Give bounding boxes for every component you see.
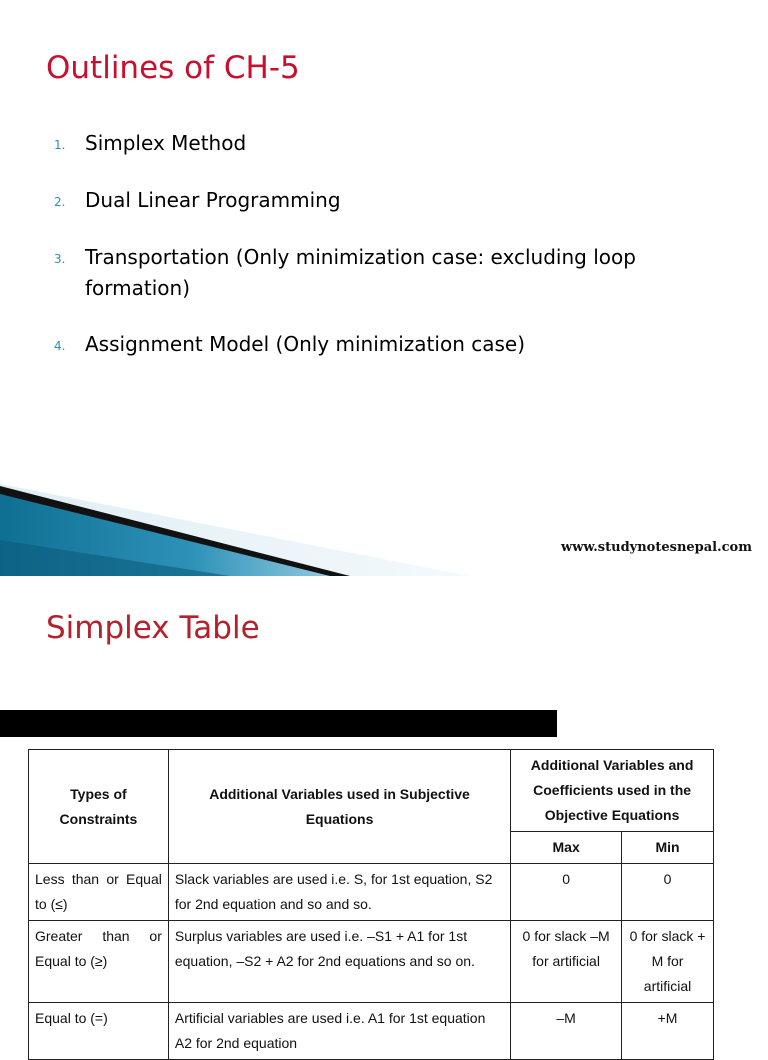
table-row <box>29 864 714 921</box>
cell-max: 0 for slack –M for artificial <box>511 921 622 1003</box>
header-min: Min <box>622 832 714 864</box>
cell-max: 0 <box>511 864 622 921</box>
slide-simplex-table <box>0 576 768 1051</box>
list-item <box>54 242 734 304</box>
table-row <box>29 1003 714 1060</box>
cell-min: +M <box>622 1003 714 1060</box>
list-number: 2. <box>54 195 66 209</box>
cell-type: Greater than or Equal to (≥) <box>29 921 169 1003</box>
cell-type: Less than or Equal to (≤) <box>29 864 169 921</box>
list-number: 1. <box>54 138 66 152</box>
cell-subjective: Slack variables are used i.e. S, for 1st equation, S2 for 2nd equation and so and so. <box>168 864 510 921</box>
cell-min: 0 for slack + M for artificial <box>622 921 714 1003</box>
list-item-text: Dual Linear Programming <box>85 188 341 212</box>
cell-min: 0 <box>622 864 714 921</box>
list-item <box>54 329 734 360</box>
header-objective: Additional Variables and Coefficients used in the Objective Equations <box>511 750 714 832</box>
cell-subjective: Surplus variables are used i.e. –S1 + A1 for 1st equation, –S2 + A2 for 2nd equations and so on. <box>168 921 510 1003</box>
cell-type: Equal to (=) <box>29 1003 169 1060</box>
header-max: Max <box>511 832 622 864</box>
outline-list <box>54 128 734 389</box>
list-item <box>54 128 734 159</box>
table-row <box>29 921 714 1003</box>
simplex-table <box>28 749 714 1060</box>
list-number: 4. <box>54 339 66 353</box>
list-number: 3. <box>54 252 66 266</box>
cell-max: –M <box>511 1003 622 1060</box>
list-item-text: Assignment Model (Only minimization case) <box>85 332 525 356</box>
list-item-text: Simplex Method <box>85 131 247 155</box>
table-header-row <box>29 750 714 832</box>
decorative-swoosh <box>0 480 470 576</box>
slide-title: Simplex Table <box>46 610 260 646</box>
list-item-text: Transportation (Only minimization case: excluding loop formation) <box>85 245 636 300</box>
header-types: Types of Constraints <box>29 750 169 864</box>
header-subjective: Additional Variables used in Subjective Equations <box>168 750 510 864</box>
black-bar <box>0 710 557 737</box>
cell-subjective: Artificial variables are used i.e. A1 for 1st equation A2 for 2nd equation <box>168 1003 510 1060</box>
list-item <box>54 185 734 216</box>
slide-title: Outlines of CH-5 <box>46 50 300 86</box>
website-url: www.studynotesnepal.com <box>561 540 752 555</box>
